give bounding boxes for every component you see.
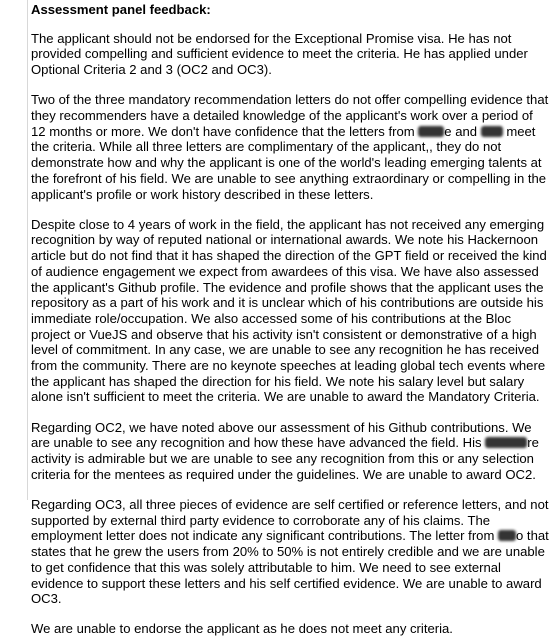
text-run: o that states that he grew the users from 20% to 50% is not entirely credible and we are unable to get confidence that this was solely attributable to him. We need to see external evidence to support these letters and his self certified evidence. We are unable to award OC3. (31, 528, 549, 607)
paragraph-decision: The applicant should not be endorsed for the Exceptional Promise visa. He has not provided compelling and sufficient evidence to meet the criteria. He has applied under Optional Criteria 2 and 3 (OC2 and OC3). (31, 30, 528, 78)
text-run: meet the criteria. While all three letters are complimentary of the applicant,, they do not demonstrate how and why the applicant is one of the world's leading emerging talents at the forefront of his field. We are unable to see anything extraordinary or compelling in the applicant's profile or work history described in these letters. (31, 123, 547, 202)
text-run: Regarding OC2, we have noted above our assessment of his Github contributions. We are unable to see any recognition and how these have advanced the field. His (31, 419, 532, 451)
paragraph-oc3 (31, 497, 550, 607)
document-heading: Assessment panel feedback: (31, 2, 211, 17)
redacted-name (481, 126, 503, 137)
redacted-name (418, 126, 444, 137)
page-margin-line (27, 0, 28, 500)
redacted-name (485, 437, 527, 448)
paragraph-conclusion: We are unable to endorse the applicant as he does not meet any criteria. (31, 621, 453, 637)
text-run: Two of the three mandatory recommendation letters do not offer compelling evidence that they recommenders have a detailed knowledge of the applicant's work over a period of 12 months or more. We don't have confidence that the letters from (31, 92, 549, 139)
text-run: re activity is admirable but we are unable to see any recognition from this or any selection criteria for the mentees as required under the guidelines. We are unable to award OC2. (31, 435, 539, 482)
paragraph-mandatory-criteria: Despite close to 4 years of work in the field, the applicant has not received any emerging recognition by way of reputed national or international awards. We note his Hackernoon article but do not find that it has shaped the direction of the GPT field or received the kind of audience engagement we expect from awardees of this visa. We have also assessed the applicant's Github profile. The evidence and profile shows that the applicant uses the repository as a part of his work and it is unclear which of his contributions are outside his immediate role/occupation. We also accessed some of his contributions at the Bloc project or VueJS and observe that his activity isn't consistent or demonstrative of a high level of commitment. In any case, we are unable to see any recognition he has received from the community. There are no keynote speeches at leading global tech events where the applicant has shaped the direction for his field. We note his salary level but salary alone isn't sufficient to meet the criteria. We are unable to award the Mandatory Criteria. (31, 216, 547, 405)
paragraph-oc2 (31, 420, 550, 483)
text-run: e and (444, 123, 481, 139)
paragraph-recommendation-letters (31, 92, 550, 202)
redacted-name (498, 530, 516, 541)
text-run: Regarding OC3, all three pieces of evidence are self certified or reference letters, and not supported by external third party evidence to corroborate any of his claims. The employment letter does not indicate any significant contributions. The letter from (31, 496, 549, 544)
